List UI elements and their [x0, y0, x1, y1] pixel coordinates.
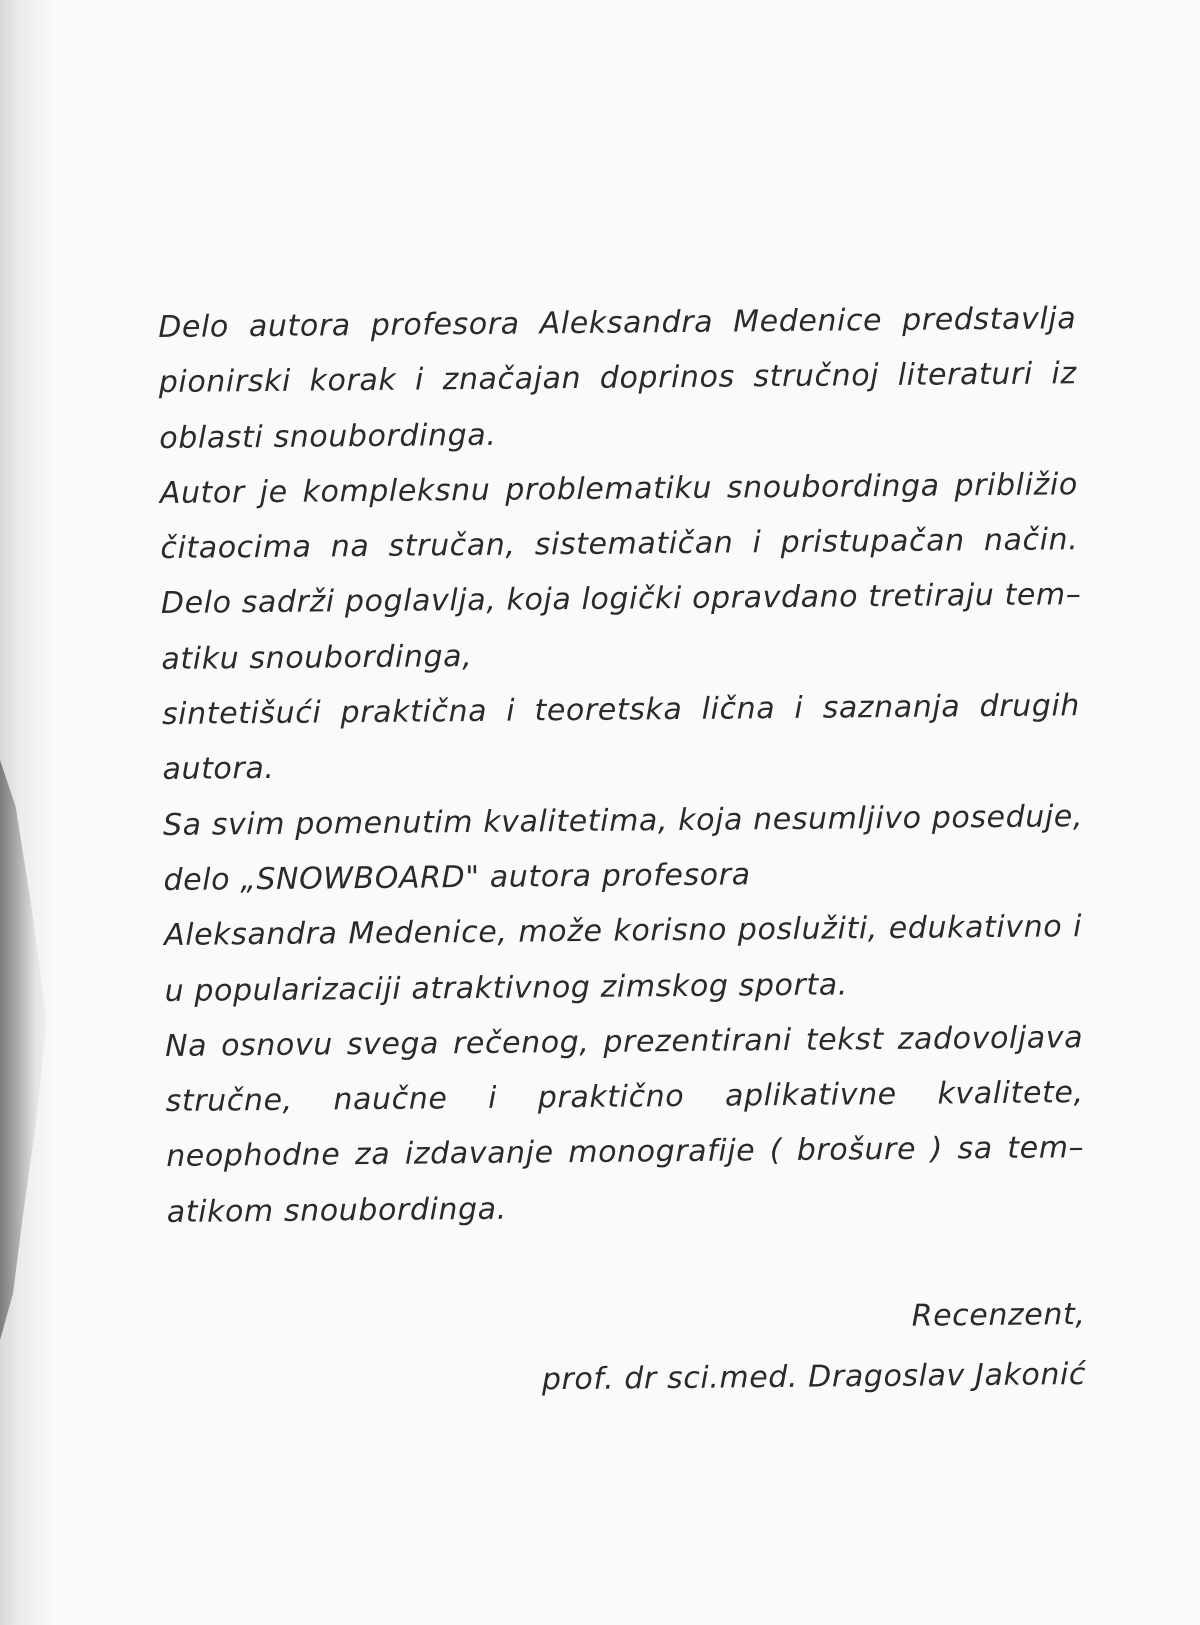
signature-block	[541, 1285, 1086, 1410]
text-line: u popularizaciji atraktivnog zimskog sporta.	[164, 966, 849, 1009]
reviewer-name: prof. dr sci.med. Dragoslav Jakonić	[541, 1356, 1087, 1398]
text-line: Delo autora profesora Aleksandra Medenice predstavlja	[158, 301, 1077, 345]
text-line: Delo sadrži poglavlja, koja logički opravdano tretiraju tem–	[160, 577, 1082, 622]
text-line: atikom snoubordinga.	[166, 1191, 507, 1230]
text-line: autora.	[162, 751, 275, 788]
text-line: delo „SNOWBOARD" autora profesora	[163, 857, 751, 898]
text-line: Sa svim pomenutim kvalitetima, koja nesumljivo poseduje,	[162, 798, 1084, 843]
text-line: Autor je kompleksnu problematiku snoubordinga približio	[159, 467, 1078, 511]
text-line: Na osnovu svega rečenog, prezentirani tekst zadovoljava	[164, 1020, 1084, 1064]
text-line: stručne, naučne i praktično aplikativne kvalitete,	[165, 1075, 1084, 1120]
reviewer-role: Recenzent,	[911, 1296, 1086, 1334]
text-line: atiku snoubordinga,	[161, 638, 473, 677]
text-line: pionirski korak i značajan doprinos stručnoj literaturi iz	[158, 356, 1077, 401]
review-text	[158, 291, 1085, 1240]
text-line: Aleksandra Medenice, može korisno poslužiti, edukativno i	[163, 909, 1083, 954]
text-line: sintetišući praktična i teoretska lična i saznanja drugih	[161, 688, 1081, 733]
text-line: oblasti snoubordinga.	[159, 417, 497, 456]
text-line: čitaocima na stručan, sistematičan i pristupačan način.	[160, 522, 1079, 567]
text-line: neophodne za izdavanje monografije ( brošure ) sa tem–	[166, 1130, 1085, 1175]
